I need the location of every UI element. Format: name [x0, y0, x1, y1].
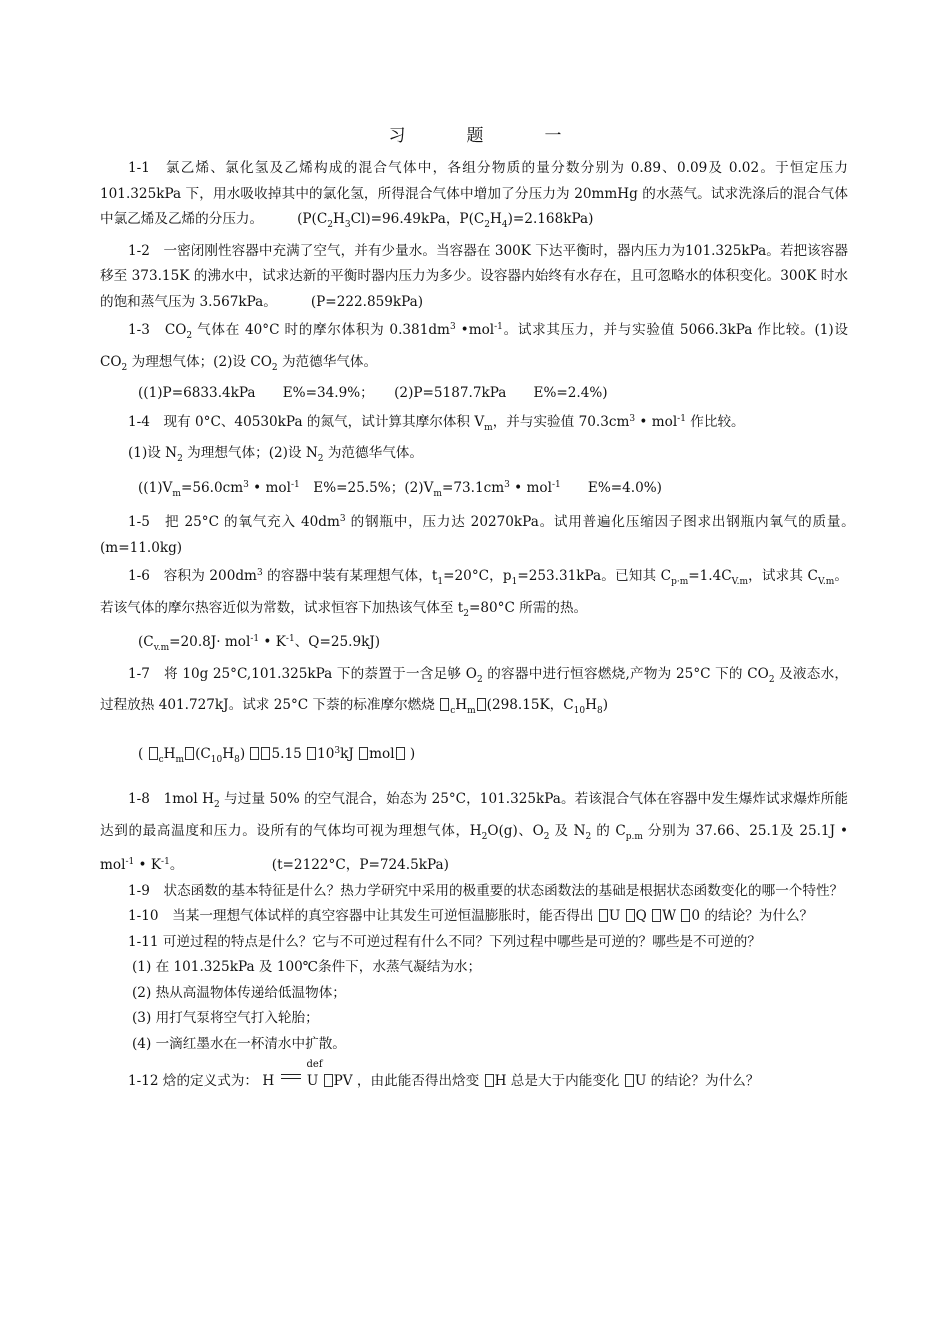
page-title: 习 题 一 [388, 126, 584, 146]
problem-1-1: 1-1 氯乙烯、氯化氢及乙烯构成的混合气体中，各组分物质的量分数分别为 0.89、0.09及 0.02。于恒定压力 101.325kPa 下，用水吸收掉其中的氯化氢，所得混合气体中增加了分压力为 20mmHg 的水蒸气。试求洗涤后的混合气体中氯乙烯及乙烯的分压力。 ($P(C_2H_3Cl)=96.49kPa$，$P(C_2H_4)=2.168kPa$) [100, 160, 848, 230]
times-glyph-icon [307, 747, 316, 760]
equals-glyph-icon [652, 909, 661, 922]
problem-1-12: 1-12 焓的定义式为： H def U PV ，由此能否得出焓变 H 总是大于内能变化 U 的结论？为什么？ [128, 1059, 760, 1089]
problem-1-7: 1-7 将 10g 25°C,101.325kPa 下的萘置于一含足够 $O_2$ 的容器中进行恒容燃烧,产物为 25°C 下的 $CO_2$ 及液态水，过程放热 401.727kJ。试求 25°C 下萘的标准摩尔燃烧 $_cH_m$ (298.15K，$C_{10}H_8$) [100, 665, 848, 716]
problem-1-9: 1-9 状态函数的基本特征是什么？热力学研究中采用的极重要的状态函数法的基础是根据状态函数变化的哪一个特性？ [128, 882, 844, 899]
answer-1-5: (m=11.0kg) [100, 539, 183, 556]
problem-1-3: 1-3 $CO_2$ 气体在 40°C 时的摩尔体积为 $0.381dm^3$ •mol$^{-1}$。试求其压力，并与实验值 5066.3kPa 作比较。(1)设 $CO_2$ 为理想气体；(2)设 $CO_2$ 为范德华气体。 [100, 322, 849, 373]
list-item: (3) 用打气泵将空气打入轮胎； [132, 1010, 319, 1026]
problem-1-4-parts: (1)设 $N_2$ 为理想气体；(2)设 $N_2$ 为范德华气体。 [128, 445, 423, 464]
plus-glyph-icon [324, 1074, 333, 1087]
list-item: (4) 一滴红墨水在一杯清水中扩散。 [132, 1035, 346, 1052]
def-equals-symbol: def [279, 1071, 303, 1085]
answer-1-3: ((1)P=6833.4kPa E%=34.9%； (2)P=5187.7kPa E%=2.4%) [138, 385, 608, 401]
delta-glyph-icon [485, 1074, 494, 1087]
problem-1-5: 1-5 把 25°C 的氧气充入 $40dm^3$ 的钢瓶中，压力达 20270kPa。试用普遍化压缩因子图求出钢瓶内氧气的质量。 (m=11.0kg) [100, 514, 876, 556]
equals-glyph-icon [626, 909, 635, 922]
problem-1-4: 1-4 现有 0°C、40530kPa 的氮气，试计算其摩尔体积 $V_m$，并与实验值 $70.3cm^3$ • mol$^{-1}$ 作比较。 [128, 413, 745, 433]
superscript-glyph-icon [396, 747, 405, 760]
problem-list [100, 156, 876, 1095]
problem-1-8: 1-8 1mol $H_2$ 与过量 50% 的空气混合，始态为 25°C，101.325kPa。若该混合气体在容器中发生爆炸试求爆炸所能达到的最高温度和压力。设所有的气体均可视为理想气体，$H_2O(g)$、$O_2$ 及 $N_2$ 的 $C_{p.m}$ 分别为 37.66、25.1及 25.1J • mol$^{-1}$ • $K^{-1}$。 (t=2122°C，P=724.5kPa) [100, 791, 848, 873]
equals-glyph-icon [681, 909, 690, 922]
answer-1-7: ( $_cH_m$ $(C_{10}H_8)$ 5.15 $10^3kJ$ mol ) [138, 745, 416, 765]
delta-glyph-icon [625, 1074, 634, 1087]
standard-state-glyph-icon [185, 747, 194, 760]
dot-glyph-icon [359, 747, 368, 760]
delta-glyph-icon [149, 747, 158, 760]
delta-glyph-icon [440, 698, 449, 711]
problem-1-6: 1-6 容积为 $200dm^3$ 的容器中装有某理想气体，$t_1=20^\circ C$，$p_1=253.31kPa$。已知其 $C_{p\cdot m}=1.4C_{V.m}$，试求其 $C_{V.m}$。若该气体的摩尔热容近似为常数，试求恒容下加热该气体至 $t_2=80^\circ C$ 所需的热。 [100, 568, 848, 619]
answer-1-4: ($(1)V_m=56.0cm^3$ • mol$^{-1}$ E%=25.5%；$(2)V_m=73.1cm^3$ • mol$^{-1}$ E%=4.0%) [138, 479, 662, 499]
problem-1-11: 1-11 可逆过程的特点是什么？它与不可逆过程有什么不同？下列过程中哪些是可逆的？哪些是不可逆的？ [128, 933, 761, 950]
problem-1-10: 1-10 当某一理想气体试样的真空容器中让其发生可逆恒温膨胀时，能否得出 U Q W 0 的结论？为什么？ [128, 908, 814, 924]
answer-1-6: ($C_{v.m}=20.8J\cdot mol^{-1}$ • $K^{-1}$、Q=25.9kJ) [138, 634, 381, 653]
problem-1-2: 1-2 一密闭刚性容器中充满了空气，并有少量水。当容器在 300K 下达平衡时，器内压力为101.325kPa。若把该容器移至 373.15K 的沸水中，试求达新的平衡时器内压力为多少。设容器内始终有水存在，且可忽略水的体积变化。300K 时水的饱和蒸气压为 3.567kPa。 (P=222.859kPa) [100, 242, 848, 310]
minus-glyph-icon [261, 747, 270, 760]
answer-1-1: ($P(C_2H_3Cl)=96.49kPa$，$P(C_2H_4)=2.168kPa$) [297, 211, 594, 230]
answer-1-2: (P=222.859kPa) [310, 293, 424, 310]
list-item: (2) 热从高温物体传递给低温物体； [132, 984, 346, 1001]
standard-state-glyph-icon [477, 698, 486, 711]
delta-glyph-icon [599, 909, 608, 922]
equals-glyph-icon [250, 747, 259, 760]
list-item: (1) 在 101.325kPa 及 100℃条件下，水蒸气凝结为水； [132, 959, 482, 975]
answer-1-8: (t=2122°C，P=724.5kPa) [271, 857, 449, 873]
